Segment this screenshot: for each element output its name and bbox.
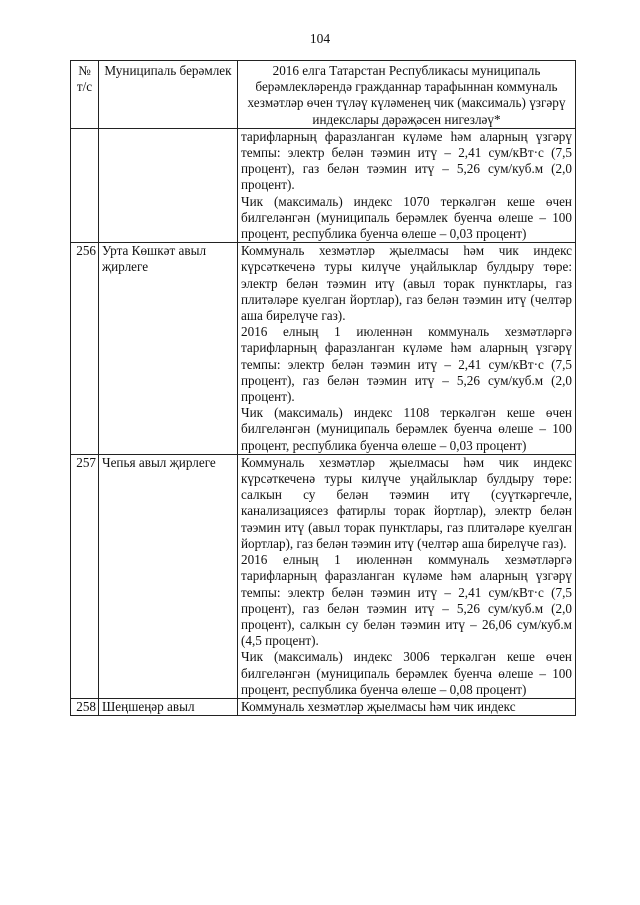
row-municipality: [99, 128, 238, 242]
row-number: [71, 128, 99, 242]
paragraph: Коммуналь хезмәтләр җыелмасы һәм чик индекс: [241, 698, 516, 714]
table-row: [71, 243, 576, 455]
row-municipality: Шеңшеңәр авыл: [99, 698, 238, 715]
header-number: № т/с: [71, 61, 99, 129]
row-number: 258: [71, 698, 99, 715]
row-description: [238, 698, 576, 715]
row-description: [238, 128, 576, 242]
row-description: [238, 243, 576, 455]
paragraph: 2016 елның 1 июленнән коммуналь хезмәтләргә тарифларның фаразланган күләме һәм аларның үзгәрү темпы: электр белән тәэмин итү – 2,41 сум/кВт·с (7,5 процент), газ белән тәэмин итү – 5,26 сум/куб.м (2,0 процент).: [241, 324, 572, 405]
paragraph: Чик (максималь) индекс 3006 теркәлгән кеше өчен билгеләнгән (муниципаль берәмлек буенча өлеше – 100 процент, республика буенча өлеше – 0,08 процент): [241, 649, 572, 697]
row-municipality: Урта Көшкәт авыл җирлеге: [99, 243, 238, 455]
document-table: [70, 60, 576, 716]
paragraph: Чик (максималь) индекс 1108 теркәлгән кеше өчен билгеләнгән (муниципаль берәмлек буенча өлеше – 100 процент, республика буенча өлеше – 0,03 процент): [241, 405, 572, 453]
table-row: [71, 698, 576, 715]
table-row: [71, 128, 576, 242]
paragraph: тарифларның фаразланган күләме һәм аларның үзгәрү темпы: электр белән тәэмин итү – 2,41 сум/кВт·с (7,5 процент), газ белән тәэмин итү – 5,26 сум/куб.м (2,0 процент).: [241, 128, 572, 193]
page-number: 104: [309, 31, 331, 46]
paragraph: Коммуналь хезмәтләр җыелмасы һәм чик индекс күрсәткеченә туры килүче уңайлыклар булдыру төре: электр белән тәэмин итү (авыл торак пунктлары, газ плитәләре куелган йортлар), газ белән тәэмин итү (челтәр аша бирелүче газ).: [241, 243, 572, 324]
row-number: 257: [71, 454, 99, 698]
row-description: [238, 454, 576, 698]
paragraph: 2016 елның 1 июленнән коммуналь хезмәтләргә тарифларның фаразланган күләме һәм аларның үзгәрү темпы: электр белән тәэмин итү – 2,41 сум/кВт·с (7,5 процент), газ белән тәэмин итү – 5,26 сум/куб.м (2,0 процент), салкын су белән тәэмин итү – 26,06 сум/куб.м (4,5 процент).: [241, 552, 572, 649]
table-row: [71, 454, 576, 698]
header-municipality: Муниципаль берәмлек: [99, 61, 238, 129]
row-municipality: Чепья авыл җирлеге: [99, 454, 238, 698]
paragraph: Коммуналь хезмәтләр җыелмасы һәм чик индекс күрсәткеченә туры килүче уңайлыклар булдыру төре: салкын су белән тәэмин итү (суүткәргечле, канализациясез фатирлы торак йортлар), электр белән тәэмин итү (авыл торак пунктлары, газ плитәләре куелган йортлар), газ белән тәэмин итү (челтәр аша бирелүче газ).: [241, 454, 572, 551]
table-header-row: [71, 61, 576, 129]
header-description: 2016 елга Татарстан Республикасы муниципаль берәмлекләрендә гражданнар тарафыннан коммуналь хезмәтләр өчен түләү күләменең чик (максималь) үзгәрү индекслары дәрәҗәсен нигезләү*: [238, 61, 576, 129]
row-number: 256: [71, 243, 99, 455]
paragraph: Чик (максималь) индекс 1070 теркәлгән кеше өчен билгеләнгән (муниципаль берәмлек буенча өлеше – 100 процент, республика буенча өлеше – 0,03 процент): [241, 193, 572, 242]
